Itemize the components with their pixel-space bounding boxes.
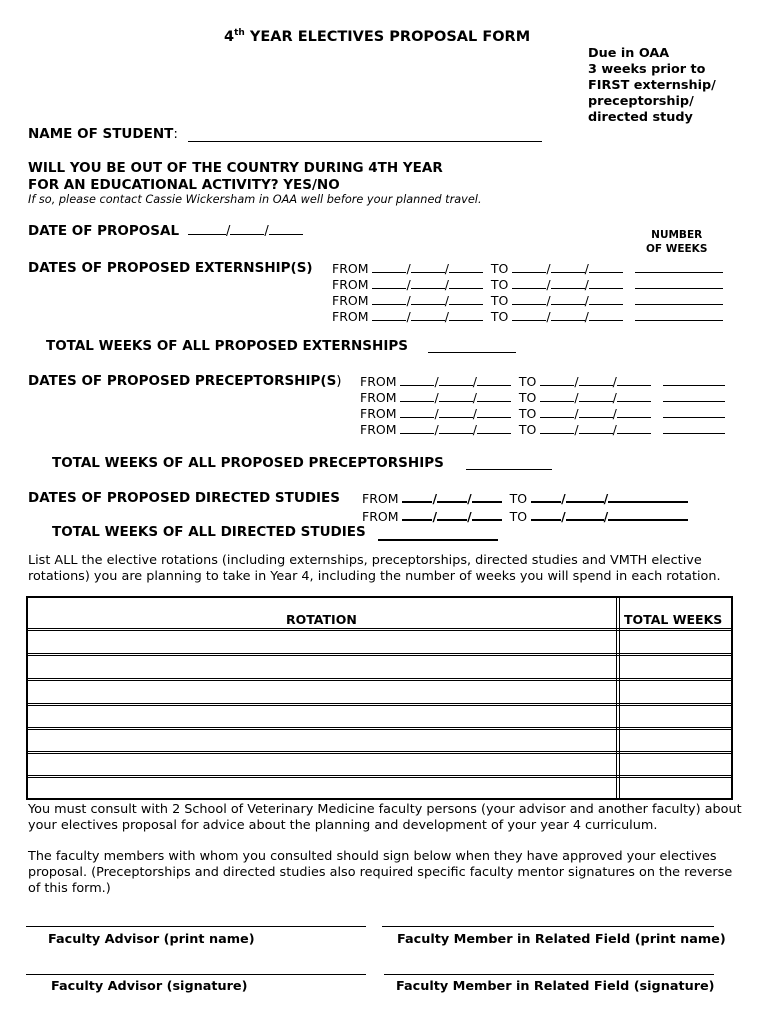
table-row-divider [28,678,731,679]
advisor-sign-line[interactable] [26,974,366,975]
country-question-line1: WILL YOU BE OUT OF THE COUNTRY DURING 4TH YEAR [28,160,443,176]
preceptorships-total-label: TOTAL WEEKS OF ALL PROPOSED PRECEPTORSHIPS [52,455,444,471]
title-text: YEAR ELECTIVES PROPOSAL FORM [244,28,531,45]
weeks-header [646,228,707,256]
directed-study-row[interactable]: FROM / / TO / / [362,490,688,506]
student-name-field[interactable] [188,128,542,142]
preceptorship-row[interactable]: FROM / / TO / / [360,374,725,389]
due-line: 3 weeks prior to [588,62,706,77]
table-row-divider [28,753,731,754]
due-notice [588,46,716,126]
member-sign-label: Faculty Member in Related Field (signature) [396,979,715,994]
table-row-divider [28,628,731,629]
table-row-divider [28,705,731,706]
country-note: If so, please contact Cassie Wickersham in OAA well before your planned travel. [28,193,482,206]
table-row-divider [28,653,731,654]
form-title [224,28,530,45]
externship-row[interactable]: FROM / / TO / / [332,261,723,276]
title-number: 4 [224,28,235,45]
student-name-colon: : [173,126,178,142]
table-row-divider [28,751,731,752]
directed-study-row[interactable]: FROM / / TO / / [362,508,688,524]
table-header-rotation: ROTATION [286,612,357,627]
table-row-divider [28,630,731,631]
member-print-line[interactable] [382,926,714,927]
table-row-divider [28,775,731,776]
externship-row[interactable]: FROM / / TO / / [332,309,723,324]
directed-total-label: TOTAL WEEKS OF ALL DIRECTED STUDIES [52,524,366,540]
instructions-paragraph: List ALL the elective rotations (including externships, preceptorships, directed studies and VMTH elective rotations) you are planning to take in Year 4, including the number of weeks you will spend in each rotation. [28,553,721,584]
externship-row[interactable]: FROM / / TO / / [332,277,723,292]
member-sign-line[interactable] [384,974,714,975]
externships-total-field[interactable] [428,340,516,353]
student-name-row [28,126,178,142]
preceptorship-row[interactable]: FROM / / TO / / [360,390,725,405]
signature-instructions: The faculty members with whom you consulted should sign below when they have approved your electives proposal. (Preceptorships and directed studies also required specific faculty mentor signatures on the reverse of this form.) [28,849,733,896]
table-row-divider [28,777,731,778]
proposal-date-field[interactable]: / / [188,223,303,239]
consult-paragraph: You must consult with 2 School of Veterinary Medicine faculty persons (your advisor and another faculty) about your electives proposal for advice about the planning and development of your year 4 curriculum. [28,802,742,833]
table-header-total-weeks: TOTAL WEEKS [624,612,723,627]
country-question [28,160,443,194]
externships-total-label: TOTAL WEEKS OF ALL PROPOSED EXTERNSHIPS [46,338,408,354]
advisor-print-label: Faculty Advisor (print name) [48,932,255,947]
rotation-table [26,596,733,800]
preceptorship-row[interactable]: FROM / / TO / / [360,422,725,437]
preceptorships-label: DATES OF PROPOSED PRECEPTORSHIP(S) [28,373,342,389]
table-row-divider [28,703,731,704]
table-row-divider [28,680,731,681]
title-superscript: th [234,28,245,38]
country-question-line2: FOR AN EDUCATIONAL ACTIVITY? YES/NO [28,177,340,193]
due-line: directed study [588,110,693,125]
weeks-header-line2: OF WEEKS [646,243,708,255]
preceptorship-row[interactable]: FROM / / TO / / [360,406,725,421]
directed-studies-label: DATES OF PROPOSED DIRECTED STUDIES [28,490,341,506]
due-line: preceptorship/ [588,94,694,109]
advisor-print-line[interactable] [26,926,366,927]
externships-label: DATES OF PROPOSED EXTERNSHIP(S) [28,260,313,276]
preceptorships-total-field[interactable] [466,457,552,470]
student-name-label: NAME OF STUDENT [28,126,174,142]
table-row-divider [28,727,731,728]
table-row-divider [28,729,731,730]
table-row-divider [28,655,731,656]
externship-row[interactable]: FROM / / TO / / [332,293,723,308]
due-line: Due in OAA [588,46,670,61]
proposal-date-label: DATE OF PROPOSAL [28,223,180,239]
due-line: FIRST externship/ [588,78,716,93]
directed-total-field[interactable] [378,526,498,541]
member-print-label: Faculty Member in Related Field (print name) [397,932,726,947]
weeks-header-line1: NUMBER [651,229,703,241]
advisor-sign-label: Faculty Advisor (signature) [51,979,248,994]
